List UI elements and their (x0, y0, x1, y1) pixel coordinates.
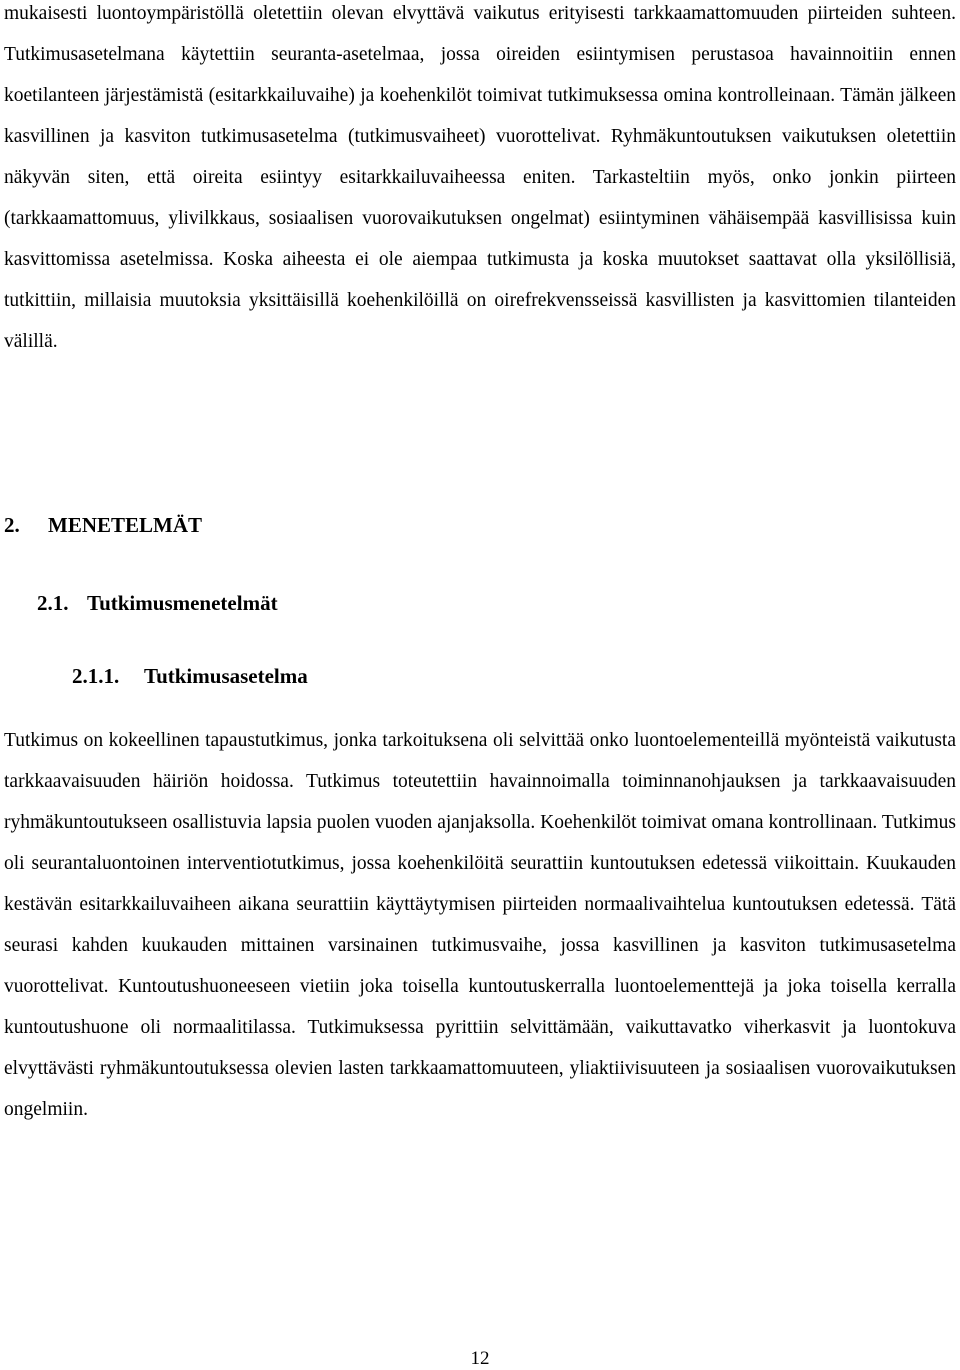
subsection-heading-number: 2.1. (37, 591, 69, 615)
subsection-heading-title: Tutkimusmenetelmät (87, 591, 278, 615)
section-heading-2 (4, 513, 202, 538)
section-heading-number: 2. (4, 513, 20, 537)
intro-paragraph: mukaisesti luontoympäristöllä oletettiin olevan elvyttävä vaikutus erityisesti tarkkaamattomuuden piirteiden suhteen. Tutkimusasetelmana käytettiin seuranta-asetelmaa, jossa oireiden esiintymisen perustasoa havainnoitiin ennen koetilanteen järjestämistä (esitarkkailuvaihe) ja koehenkilöt toimivat tutkimuksessa omina kontrolleinaan. Tämän jälkeen kasvillinen ja kasviton tutkimusasetelma (tutkimusvaiheet) vuorottelivat. Ryhmäkuntoutuksen vaikutuksen oletettiin näkyvän siten, että oireita esiintyy esitarkkailuvaiheessa eniten. Tarkasteltiin myös, onko jonkin piirteen (tarkkaamattomuus, ylivilkkaus, sosiaalisen vuorovaikutuksen ongelmat) esiintyminen vähäisempää kasvillisissa kuin kasvittomissa asetelmissa. Koska aiheesta ei ole aiempaa tutkimusta ja koska muutokset saattavat olla yksilöllisiä, tutkittiin, millaisia muutoksia yksittäisillä koehenkilöillä on oirefrekvensseissä kasvillisten ja kasvittomien tilanteiden välillä. (4, 3, 956, 352)
body-paragraph: Tutkimus on kokeellinen tapaustutkimus, jonka tarkoituksena oli selvittää onko luontoelementeillä myönteistä vaikutusta tarkkaavaisuuden häiriön hoidossa. Tutkimus toteutettiin havainnoimalla toiminnanohjauksen ja tarkkaavaisuuden ryhmäkuntoutukseen osallistuvia lapsia puolen vuoden ajanjaksolla. Koehenkilöt toimivat omana kontrollinaan. Tutkimus oli seurantaluontoinen interventiotutkimus, jossa koehenkilöitä seurattiin kuntoutuksen edetessä viikoittain. Kuukauden kestävän esitarkkailuvaiheen aikana seurattiin käyttäytymisen piirteiden normaalivaihtelua kuntoutuksen edetessä. Tätä seurasi kahden kuukauden mittainen varsinainen tutkimusvaihe, jossa kasvillinen ja kasviton tutkimusasetelma vuorottelivat. Kuntoutushuoneeseen vietiin joka toisella kuntoutuskerralla luontoelementtejä ja joka toisella kerralla kuntoutushuone oli normaalitilassa. Tutkimuksessa pyrittiin selvittämään, vaikuttavatko viherkasvit ja luontokuva elvyttävästi ryhmäkuntoutuksessa olevien lasten tarkkaamattomuuteen, yliaktiivisuuteen ja sosiaalisen vuorovaikutuksen ongelmiin. (4, 730, 956, 1120)
section-heading-title: MENETELMÄT (48, 513, 203, 537)
subsubsection-heading-title: Tutkimusasetelma (144, 664, 308, 688)
page-number: 12 (470, 1348, 490, 1369)
subsubsection-heading-2-1-1 (72, 664, 308, 689)
subsubsection-heading-number: 2.1.1. (72, 664, 120, 688)
subsection-heading-2-1 (37, 591, 278, 616)
